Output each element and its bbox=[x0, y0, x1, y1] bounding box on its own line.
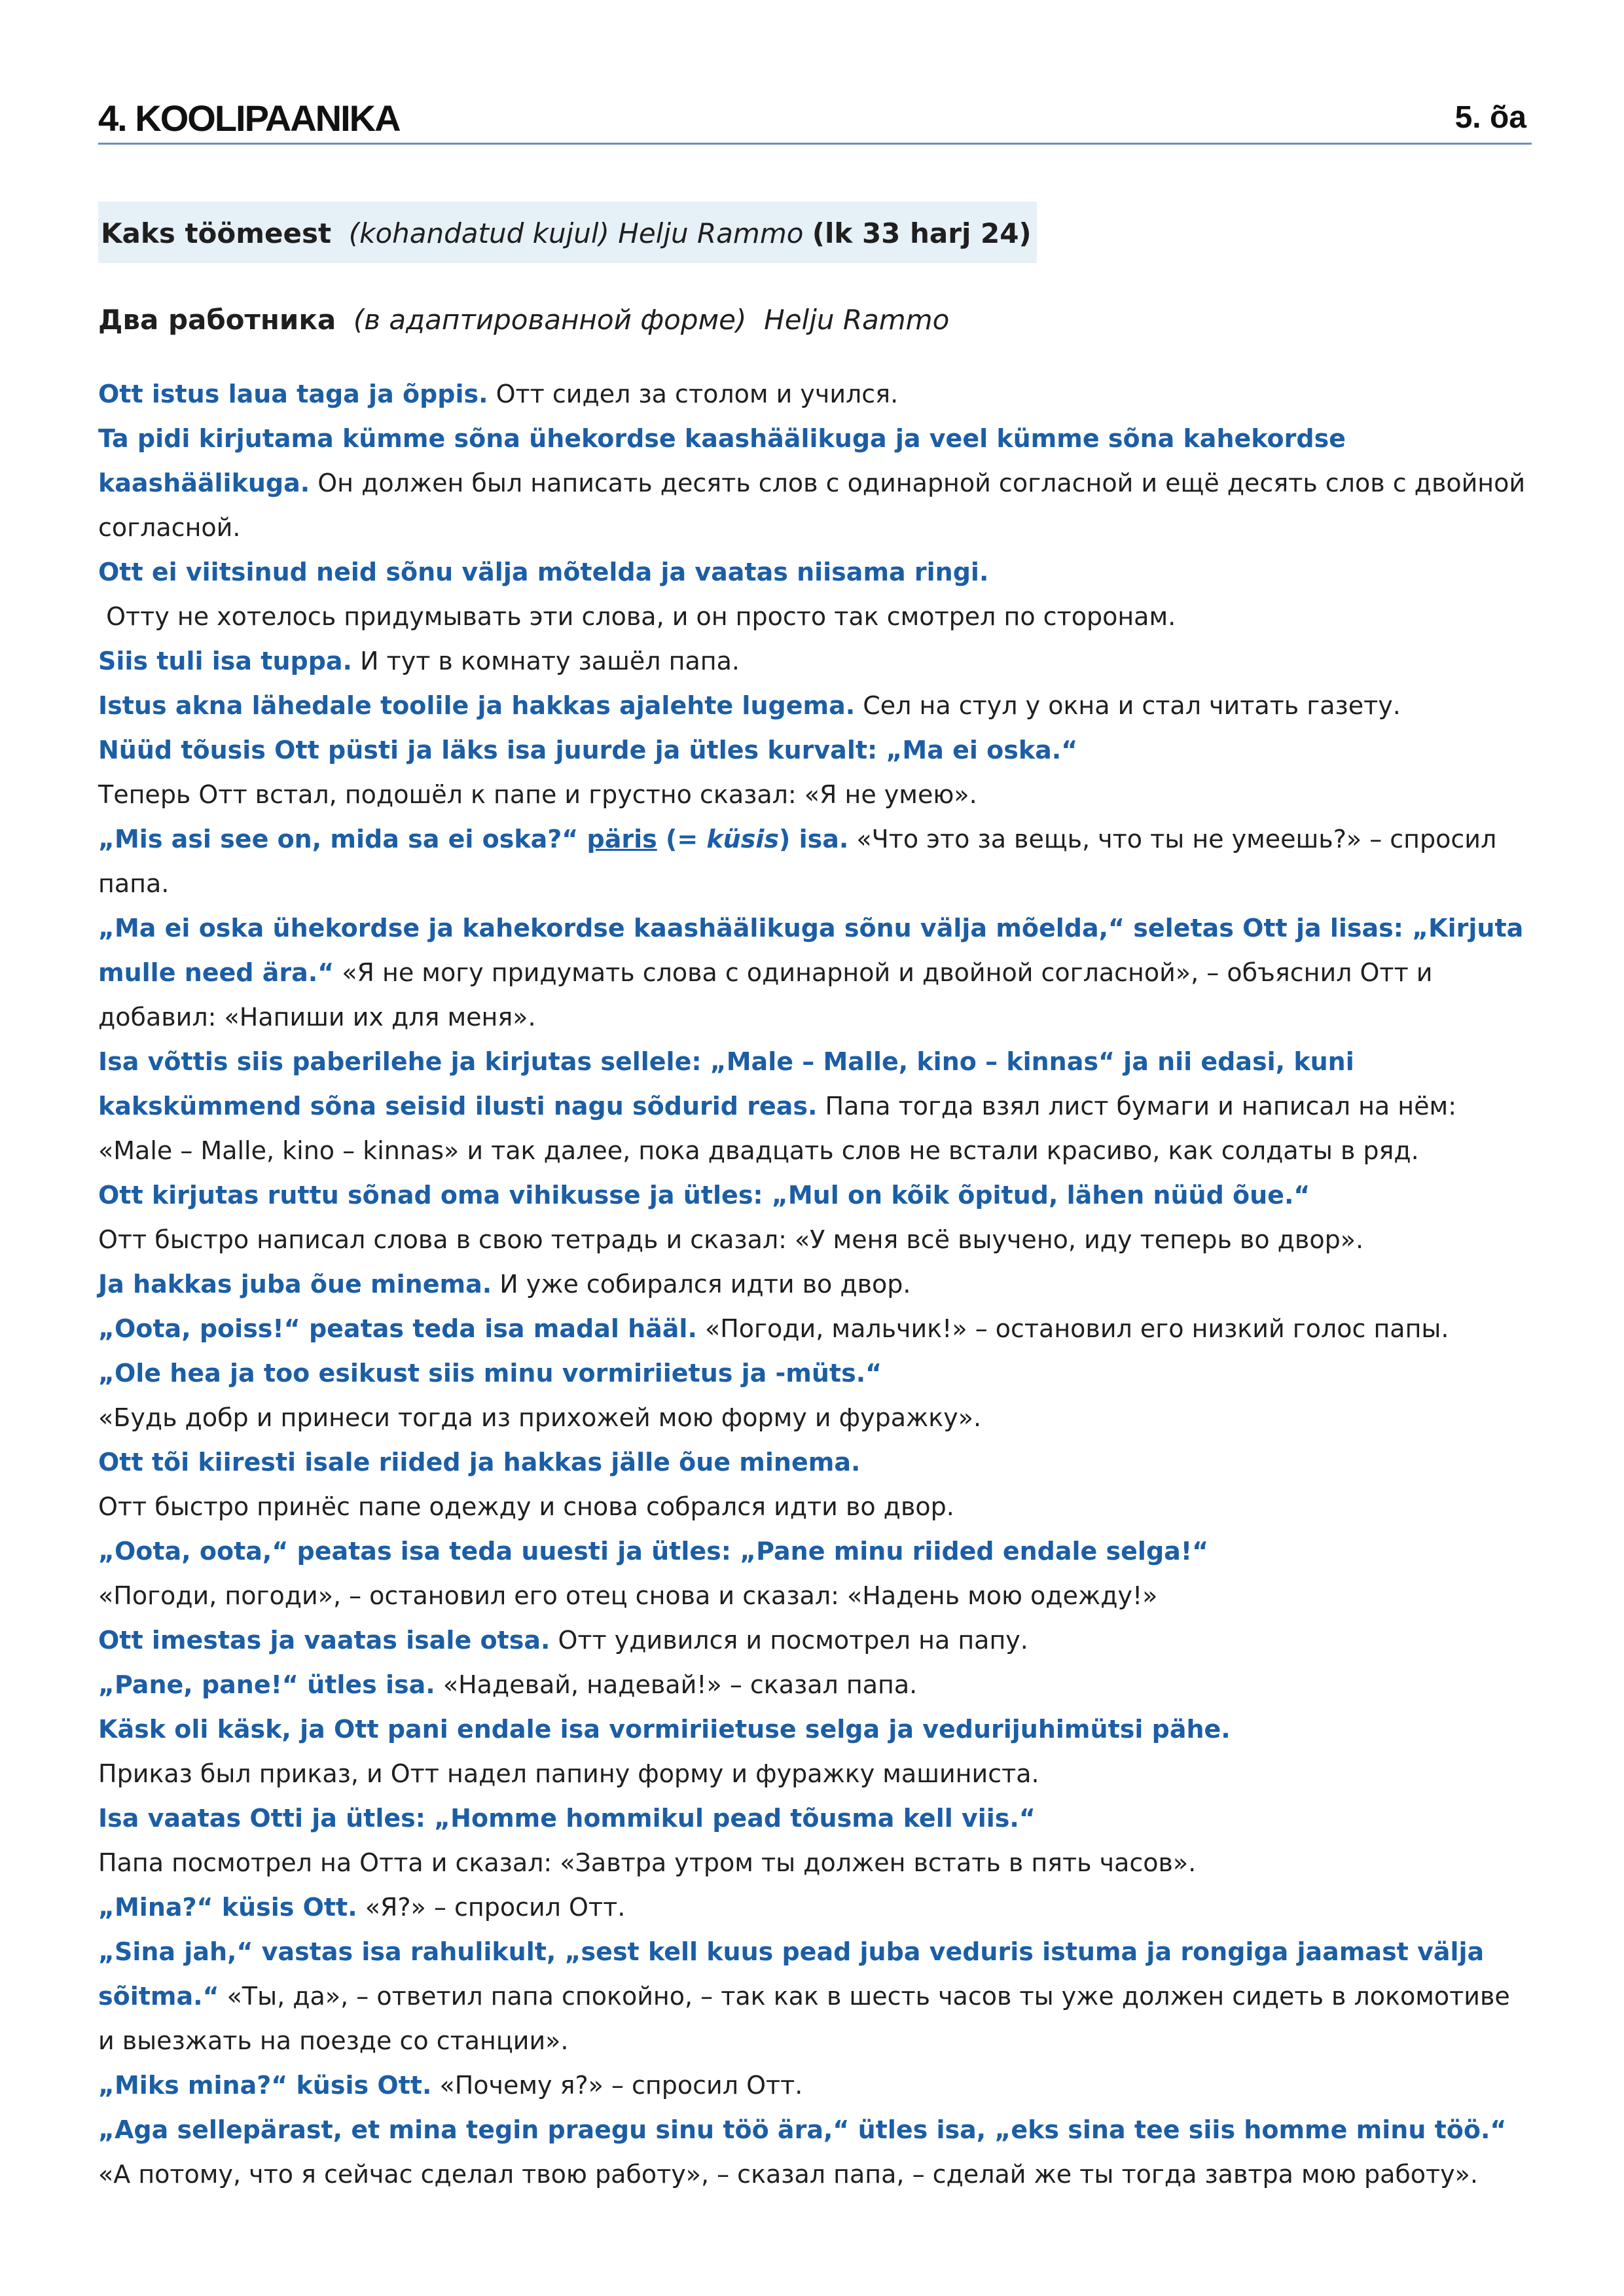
russian-text: «Погоди, мальчик!» – остановил его низкий голос папы. bbox=[696, 1314, 1449, 1343]
paragraph bbox=[98, 1707, 1532, 1796]
title-adapted: (kohandatud kujul) Helju Rammo bbox=[348, 217, 804, 249]
estonian-text: ) isa. bbox=[779, 825, 849, 853]
paragraph bbox=[98, 2108, 1532, 2197]
paragraph bbox=[98, 1529, 1532, 1618]
paragraph bbox=[98, 1796, 1532, 1885]
paragraph bbox=[98, 817, 1532, 906]
page-header bbox=[98, 97, 1532, 145]
russian-text: «Почему я?» – спросил Отт. bbox=[431, 2071, 803, 2100]
russian-text: «Погоди, погоди», – остановил его отец снова и сказал: «Надень мою одежду!» bbox=[98, 1581, 1158, 1610]
title-main: Kaks töömeest bbox=[101, 217, 332, 249]
paragraph bbox=[98, 1440, 1532, 1529]
russian-text: Папа посмотрел на Отта и сказал: «Завтра утром ты должен встать в пять часов». bbox=[98, 1848, 1197, 1877]
russian-text: Отт быстро написал слова в свою тетрадь и сказал: «У меня всё выучено, иду теперь во двор». bbox=[98, 1225, 1364, 1254]
subtitle-main: Два работника bbox=[98, 304, 336, 336]
exercise-subtitle bbox=[98, 301, 949, 339]
estonian-text: Käsk oli käsk, ja Ott pani endale isa vormiriietuse selga ja vedurijuhimütsi pähe. bbox=[98, 1715, 1231, 1744]
estonian-text: „Mis asi see on, mida sa ei oska?“ bbox=[98, 825, 587, 853]
estonian-text: „Sina jah,“ vastas isa rahulikult, „sest kell kuus pead juba veduris istuma ja rongiga jaamast välja sõitma.“ bbox=[98, 1937, 1485, 2011]
paragraph bbox=[98, 1351, 1532, 1440]
russian-text: Сел на стул у окна и стал читать газету. bbox=[855, 691, 1401, 720]
subtitle-adapted: (в адаптированной форме) bbox=[353, 304, 747, 336]
estonian-text: Ott kirjutas ruttu sõnad oma vihikusse ja ütles: „Mul on kõik õpitud, lähen nüüd õue.“ bbox=[98, 1181, 1310, 1210]
estonian-text: Ott tõi kiiresti isale riided ja hakkas jälle õue minema. bbox=[98, 1448, 861, 1477]
russian-text: «Что это за вещь, что ты не умеешь?» – спросил папа. bbox=[98, 825, 1497, 898]
paragraph bbox=[98, 1173, 1532, 1262]
paragraph bbox=[98, 639, 1532, 683]
paragraph bbox=[98, 416, 1532, 550]
russian-text: Теперь Отт встал, подошёл к папе и грустно сказал: «Я не умею». bbox=[98, 780, 977, 809]
estonian-text: Isa vaatas Otti ja ütles: „Homme hommikul pead tõusma kell viis.“ bbox=[98, 1804, 1036, 1833]
estonian-text: „Aga sellepärast, et mina tegin praegu sinu töö ära,“ ütles isa, „eks sina tee siis homme minu töö.“ bbox=[98, 2115, 1507, 2144]
estonian-text: „Miks mina?“ küsis Ott. bbox=[98, 2071, 432, 2100]
title-reference: (lk 33 harj 24) bbox=[812, 217, 1032, 249]
estonian-text: „Ole hea ja too esikust siis minu vormiriietus ja -müts.“ bbox=[98, 1359, 882, 1388]
russian-text: «Я?» – спросил Отт. bbox=[357, 1893, 626, 1922]
glossary-word: päris bbox=[586, 825, 657, 853]
russian-text: Приказ был приказ, и Отт надел папину форму и фуражку машиниста. bbox=[98, 1759, 1039, 1788]
estonian-text: Siis tuli isa tuppa. bbox=[98, 647, 352, 675]
russian-text: «Надевай, надевай!» – сказал папа. bbox=[435, 1670, 918, 1699]
subtitle-author: Helju Rammo bbox=[764, 304, 950, 336]
paragraph bbox=[98, 550, 1532, 639]
russian-text: И тут в комнату зашёл папа. bbox=[352, 647, 740, 675]
chapter-title: 4. KOOLIPAANIKA bbox=[98, 98, 400, 139]
estonian-text: Istus akna lähedale toolile ja hakkas ajalehte lugema. bbox=[98, 691, 856, 720]
estonian-text: Ta pidi kirjutama kümme sõna ühekordse kaashäälikuga ja veel kümme sõna kahekordse kaashäälikuga. bbox=[98, 424, 1346, 497]
paragraph bbox=[98, 1306, 1532, 1351]
russian-text: Отт удивился и посмотрел на папу. bbox=[550, 1626, 1028, 1655]
estonian-text: „Oota, poiss!“ peatas teda isa madal hääl. bbox=[98, 1314, 697, 1343]
estonian-text: Ja hakkas juba õue minema. bbox=[98, 1270, 492, 1299]
estonian-text: „Ma ei oska ühekordse ja kahekordse kaashäälikuga sõnu välja mõelda,“ seletas Ott ja lisas: „Kirjuta mulle need ära.“ bbox=[98, 914, 1524, 987]
story-text bbox=[98, 372, 1532, 2197]
estonian-text: Ott ei viitsinud neid sõnu välja mõtelda ja vaatas niisama ringi. bbox=[98, 558, 989, 586]
russian-text: И уже собирался идти во двор. bbox=[492, 1270, 911, 1299]
paragraph bbox=[98, 1618, 1532, 1662]
glossary-synonym: küsis bbox=[706, 825, 779, 853]
exercise-title bbox=[98, 202, 1037, 263]
paragraph bbox=[98, 1039, 1532, 1173]
russian-text: «А потому, что я сейчас сделал твою работу», – сказал папа, – сделай же ты тогда завтра мою работу». bbox=[98, 2160, 1478, 2189]
paragraph bbox=[98, 683, 1532, 728]
paragraph bbox=[98, 2063, 1532, 2108]
russian-text: «Будь добр и принеси тогда из прихожей мою форму и фуражку». bbox=[98, 1403, 982, 1432]
russian-text: Папа тогда взял лист бумаги и написал на нём: «Male – Malle, kino – kinnas» и так далее, пока двадцать слов не встали красиво, как солдаты в ряд. bbox=[98, 1092, 1456, 1165]
russian-text: Отт быстро принёс папе одежду и снова собрался идти во двор. bbox=[98, 1492, 954, 1521]
paragraph bbox=[98, 906, 1532, 1039]
estonian-text: (= bbox=[657, 825, 707, 853]
paragraph bbox=[98, 728, 1532, 817]
estonian-text: Ott imestas ja vaatas isale otsa. bbox=[98, 1626, 550, 1655]
estonian-text: Ott istus laua taga ja õppis. bbox=[98, 380, 488, 408]
russian-text: Отт сидел за столом и учился. bbox=[488, 380, 899, 408]
estonian-text: Isa võttis siis paberilehe ja kirjutas sellele: „Male – Malle, kino – kinnas“ ja nii edasi, kuni kakskümmend sõna seisid ilusti nagu sõdurid reas. bbox=[98, 1047, 1354, 1121]
estonian-text: „Pane, pane!“ ütles isa. bbox=[98, 1670, 435, 1699]
russian-text: Он должен был написать десять слов с одинарной согласной и ещё десять слов с двойной согласной. bbox=[98, 469, 1526, 542]
paragraph bbox=[98, 1885, 1532, 1929]
paragraph bbox=[98, 1662, 1532, 1707]
estonian-text: „Oota, oota,“ peatas isa teda uuesti ja ütles: „Pane minu riided endale selga!“ bbox=[98, 1537, 1209, 1566]
paragraph bbox=[98, 372, 1532, 416]
estonian-text: „Mina?“ küsis Ott. bbox=[98, 1893, 357, 1922]
paragraph bbox=[98, 1929, 1532, 2063]
paragraph bbox=[98, 1262, 1532, 1306]
estonian-text: Nüüd tõusis Ott püsti ja läks isa juurde ja ütles kurvalt: „Ma ei oska.“ bbox=[98, 736, 1078, 764]
russian-text: Отту не хотелось придумывать эти слова, и он просто так смотрел по сторонам. bbox=[106, 602, 1176, 631]
russian-text: «Ты, да», – ответил папа спокойно, – так как в шесть часов ты уже должен сидеть в локомотиве и выезжать на поезде со станции». bbox=[98, 1982, 1510, 2055]
russian-text: «Я не могу придумать слова с одинарной и двойной согласной», – объяснил Отт и добавил: «Напиши их для меня». bbox=[98, 958, 1433, 1031]
grade-label: 5. õa bbox=[1454, 100, 1526, 135]
